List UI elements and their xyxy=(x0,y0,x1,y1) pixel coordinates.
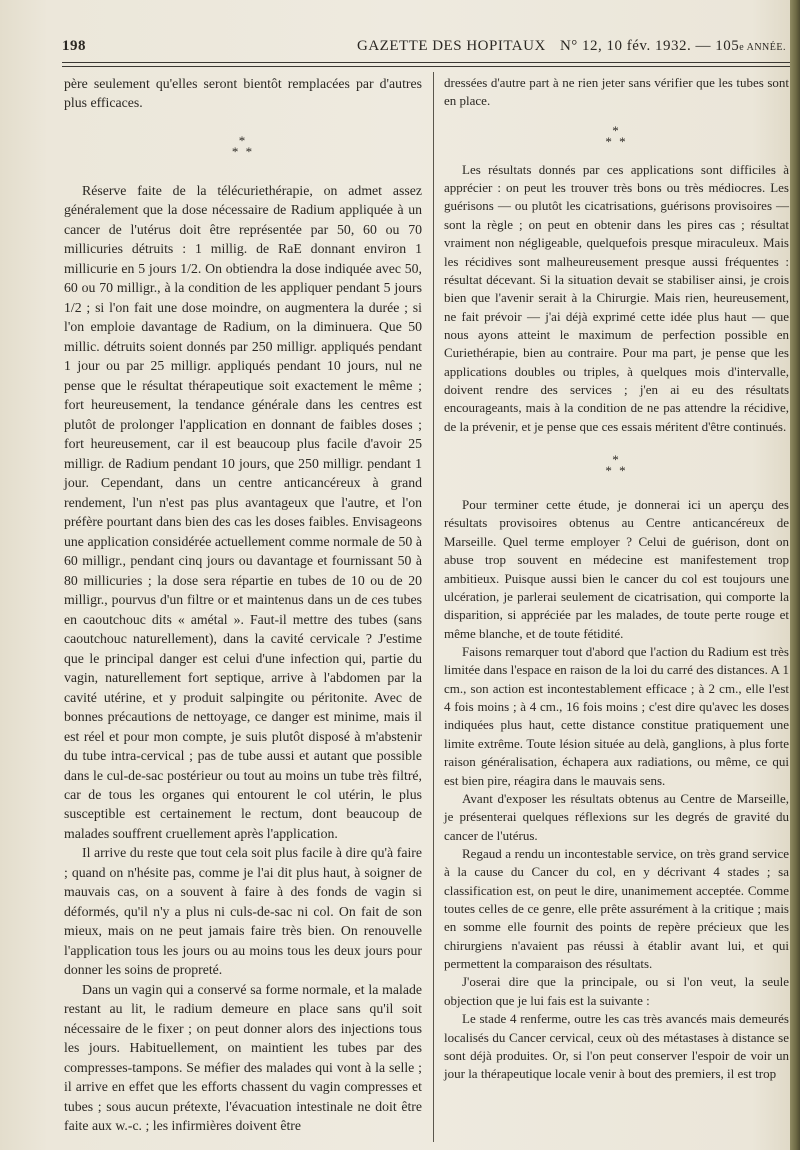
paragraph: père seulement qu'elles seront bientôt remplacées par d'autres plus efficaces. xyxy=(64,76,422,111)
paragraph: Regaud a rendu un incontestable service, on très grand service à la cause du Cancer du col, en y décrivant 4 stades ; sa classification est, on peut le dire, unanimement acceptée. Comme toutes celles de ce genre, elle prête assurément à la critique ; mais en somme elle fournit des points de repère précieux que les chirurgiens n'avaient pas réussi à établir avant lui, et qui permettent la comparaison des résultats. xyxy=(444,845,789,972)
paragraph: Pour terminer cette étude, je donnerai ici un aperçu des résultats provisoires obtenus au Centre anticancéreux de Marseille. Quel terme employer ? Celui de guérison, dont on abuse trop souvent en médecine est manifestement trop ambitieux. Puisque aussi bien le cancer du col est toujours une ulcération, je parlerai seulement de cicatrisation, qui comporte la disparition, si appréciée par les malades, de toute perte rouge et même blanche, et de toute fétidité. xyxy=(444,497,789,641)
paragraph: Faisons remarquer tout d'abord que l'action du Radium est très limitée dans l'espace en raison de la loi du carré des distances. A 1 cm., son action est incontestablement efficace ; à 2 cm., elle l'est 4 fois moins ; à 4 cm., 16 fois moins ; c'est dire qu'avec les doses indiquées plus haut, cette distance constitue pratiquement une limite extrême. Toute lésion située au delà, ganglions, à plus forte raison généralisation, échapera aux radiations, ou même, ce qui est bien pire, réagira dans le mauvais sens. xyxy=(444,643,789,788)
asterism: * * * xyxy=(605,122,628,149)
journal-title: GAZETTE DES HOPITAUX xyxy=(357,38,546,54)
paragraph: Avant d'exposer les résultats obtenus au Centre de Marseille, je présenterai quelques réflexions sur les degrés de gravité du cancer de l'utérus. xyxy=(444,790,789,843)
header-rule-top xyxy=(62,62,790,63)
issue-info xyxy=(560,38,786,55)
section-separator xyxy=(444,452,789,479)
page-edge-shadow xyxy=(790,0,800,1150)
section-separator xyxy=(444,122,789,149)
paragraph: Réserve faite de la télécuriethérapie, on admet assez généralement que la dose nécessaire de Radium appliquée à un cancer de l'utérus doit être représentée par 50, 60 ou 70 millicuries détruits : 1 millig. de RaE donnant environ 1 millicurie en 5 jours 1/2. On obtiendra la dose indiquée avec 50, 60 ou 70 milligr., à la condition de les appliquer pendant 5 jours 1/2 ; si l'on fait une dose moindre, on augmentera la durée ; si l'on emploie davantage de Radium, on la diminuera. Que 50 millic. détruits soient donnés par 250 milligr. appliqués pendant 1 jour ou par 25 milligr. appliqués pendant 10 jours, nul ne pense que le résultat thérapeutique soit exactement le même ; fort heureusement, la tendance générale dans les centres est plutôt de prolonger l'application en donnant de faibles doses ; fort heureusement, car il est beaucoup plus facile d'avoir 25 milligr. de Radium pendant 10 jours, que 250 milligr. pendant 1 jour. Cependant, dans un centre anticancéreux à grand rendement, l'un n'est pas plus avantageux que l'autre, et l'on préfère pourtant dans bien des cas les doses faibles. Envisageons une application considérée actuellement comme normale de 50 à 60 milligr., pendant cinq jours ou davantage et fournissant 50 à 80 millicuries ; la dose sera répartie en tubes de 10 ou de 20 milligr., pourvus d'un filtre or et maintenus dans un de ces tubes en caoutchouc dits « amétal ». Faut-il mettre des tubes (sans caoutchouc naturellement), dans la cavité cervicale ? J'estime que le principal danger est celui d'une infection qui, partie du vagin, naturellement fort septique, arrive à l'abdomen par la cavité utérine, et y produit salpingite ou péritonite. Avec de bonnes précautions de nettoyage, ce danger est minime, mais il est réel et pour mon compte, je suis plutôt disposé à m'abstenir du tube intra-cervical ; pas de tube aussi et autant que possible dans le cul-de-sac postérieur ou tout au moins un tube très filtré, car de tous les organes qui entourent le col utérin, le plus susceptible est certainement le rectum, dont beaucoup de malades souffrent cruellement après l'application. xyxy=(64,182,422,841)
column-divider xyxy=(433,72,434,1142)
paragraph: Les résultats donnés par ces applications sont difficiles à apprécier : on peut les trouver très bons ou très médiocres. Les guérisons — ou plutôt les cicatrisations, guérisons provisoires — sont la règle ; on peut en obtenir dans les pires cas ; résultat vraiment non négligeable, quelquefois presque miraculeux. Mais les récidives sont malheureusement presque aussi fréquentes : résultat décevant. Si la situation devait se stabiliser ainsi, je crois bien que l'avenir serait à la Chirurgie. Mais rien, heureusement, ne fait prévoir — j'ai déjà exprimé cette idée plus haut — que nous ayons atteint le maximum de perfection possible en Curiethérapie, bien au contraire. Pour ma part, je pense que les applications doubles ou triples, à quelques mois d'intervalle, doivent rendre des services ; j'en ai eu des résultats encourageants, mais à la condition de ne pas attendre la récidive, de la prévenir, et je pense que ces essais méritent d'être continués. xyxy=(444,161,789,434)
asterism: * * * xyxy=(605,452,628,479)
left-column xyxy=(64,74,422,1136)
paragraph: Il arrive du reste que tout cela soit plus facile à dire qu'à faire ; quand on n'hésite pas, comme je l'ai dit plus haut, à soigner de mauvais cas, on a souvent à faire à des fonds de vagin si déformés, qu'il n'y a plus ni culs-de-sac ni col. On fait de son mieux, mais on ne peut jamais faire très bien. On renouvelle l'application tous les jours ou au moins tous les deux jours pour donner les soins de propreté. xyxy=(64,845,422,978)
page-header xyxy=(62,38,790,60)
paragraph: J'oserai dire que la principale, ou si l'on veut, la seule objection que je lui fais est la suivante : xyxy=(444,974,789,1008)
section-separator xyxy=(64,132,422,159)
page-number: 198 xyxy=(62,38,86,54)
paragraph: Dans un vagin qui a conservé sa forme normale, et la malade restant au lit, le radium demeure en place sans qu'il soit nécessaire de le fixer ; on peut donner alors des injections tous les jours. Habituellement, on maintient les tubes par des compresses-tampons. Se méfier des malades qui vont à la selle ; il arrive en effet que les efforts chassent du vagin compresses et tubes ; sous aucun prétexte, l'évacuation intestinale ne doit être faite aux w.-c. ; les infirmières doivent être xyxy=(64,981,422,1134)
issue-year-suffix: e ANNÉE. xyxy=(739,42,786,53)
paragraph: dressées d'autre part à ne rien jeter sans vérifier que les tubes sont en place. xyxy=(444,75,789,109)
asterism: * * * xyxy=(231,132,255,159)
paragraph: Le stade 4 renferme, outre les cas très avancés mais demeurés localisés du Cancer cervical, ceux où des métastases à distance se sont déjà produites. Or, si l'on peut conserver l'espoir de voir un jour la thérapeutique locale venir à bout des premiers, il est trop xyxy=(444,1011,789,1082)
right-column xyxy=(444,74,789,1084)
issue-date: N° 12, 10 fév. 1932. — 105 xyxy=(559,38,740,54)
header-rule-bottom xyxy=(62,66,790,67)
